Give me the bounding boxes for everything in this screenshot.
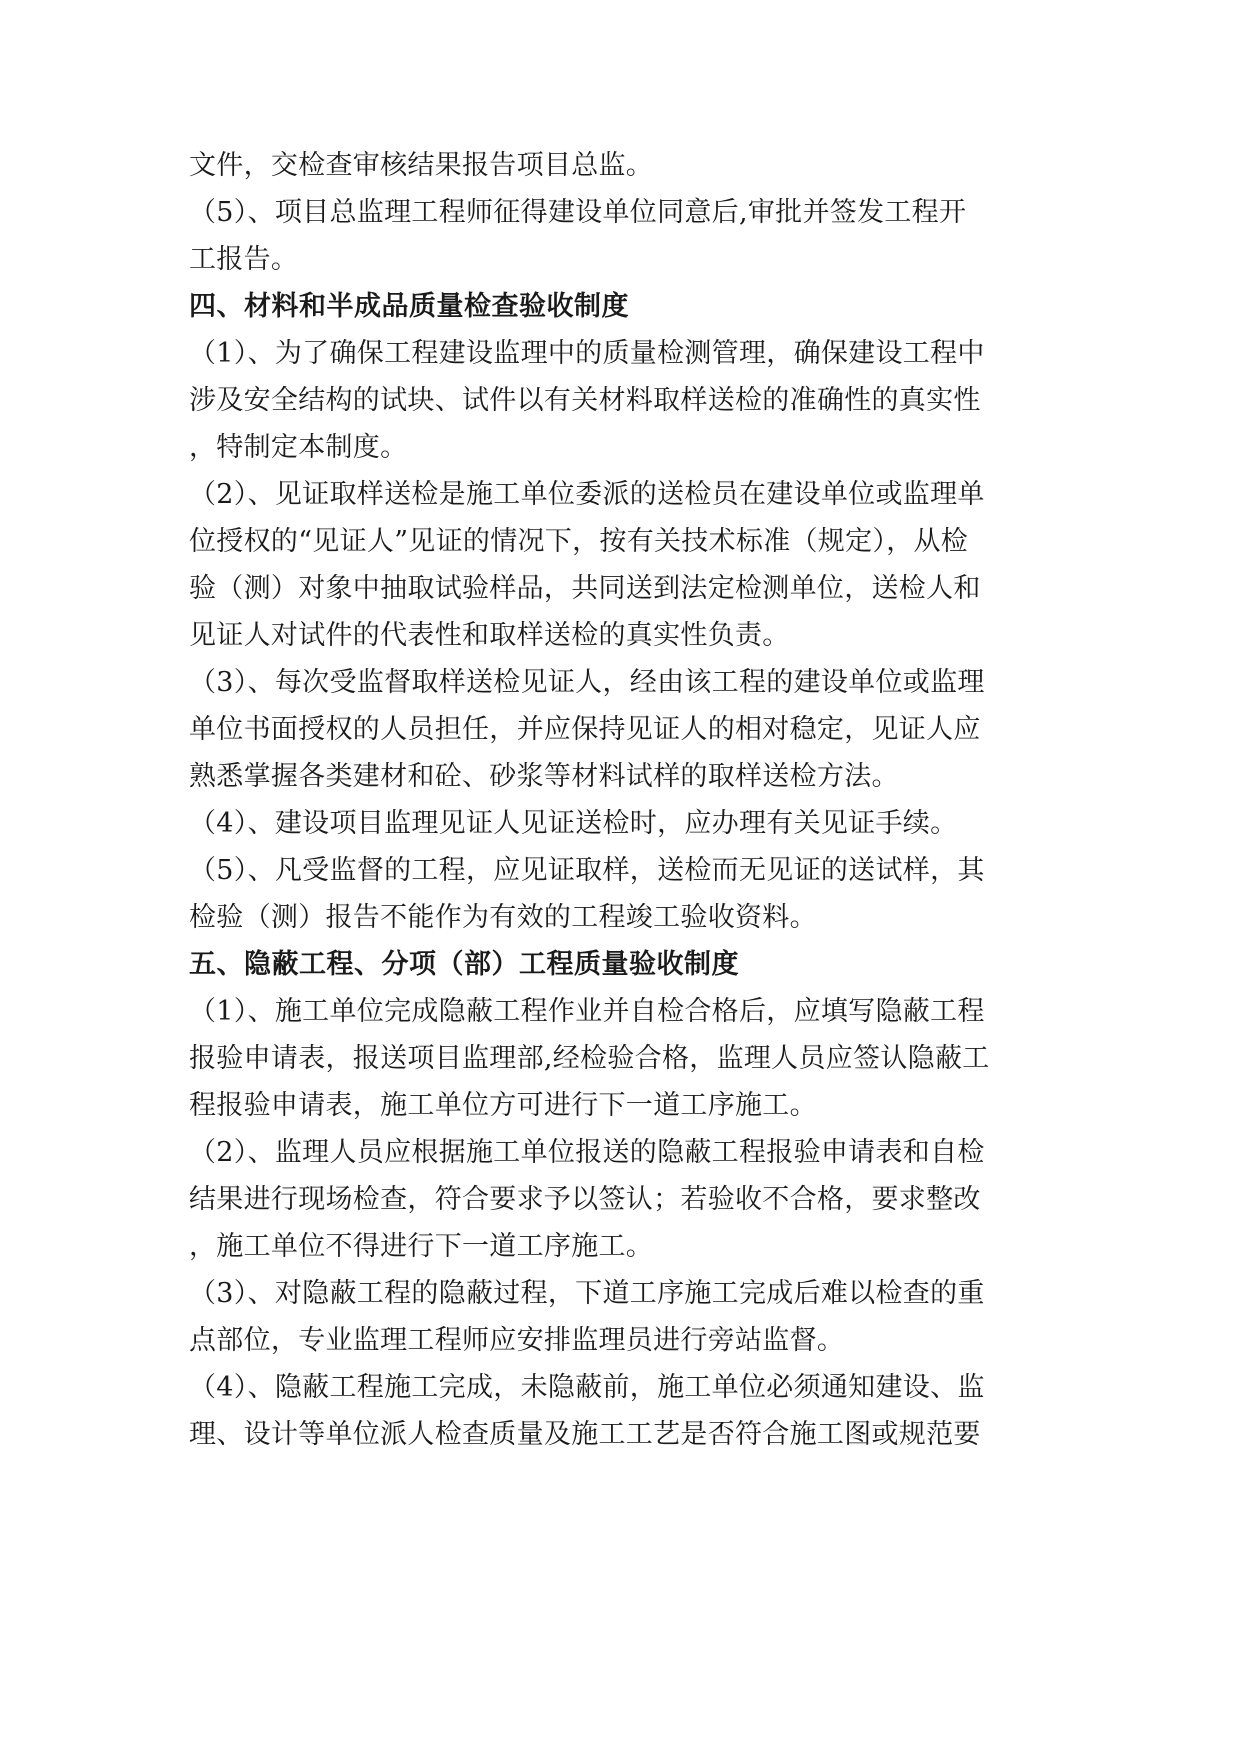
- text-line: ，特制定本制度。: [189, 432, 408, 463]
- text-line: 涉及安全结构的试块、试件以有关材料取样送检的准确性的真实性: [189, 385, 981, 416]
- text-line: 熟悉掌握各类建材和砼、砂浆等材料试样的取样送检方法。: [189, 761, 899, 792]
- text-line: 检验（测）报告不能作为有效的工程竣工验收资料。: [189, 902, 817, 933]
- text-line: 文件，交检查审核结果报告项目总监。: [189, 150, 654, 181]
- text-line: 理、设计等单位派人检查质量及施工工艺是否符合施工图或规范要: [189, 1419, 981, 1450]
- text-line: 见证人对试件的代表性和取样送检的真实性负责。: [189, 620, 790, 651]
- text-line: （1）、为了确保工程建设监理中的质量检测管理，确保建设工程中: [189, 338, 985, 369]
- text-line: 点部位，专业监理工程师应安排监理员进行旁站监督。: [189, 1325, 845, 1356]
- text-line: （1）、施工单位完成隐蔽工程作业并自检合格后，应填写隐蔽工程: [189, 996, 985, 1027]
- text-line: 验（测）对象中抽取试验样品，共同送到法定检测单位，送检人和: [189, 573, 981, 604]
- text-line: 单位书面授权的人员担任，并应保持见证人的相对稳定，见证人应: [189, 714, 981, 745]
- text-line: （4）、隐蔽工程施工完成，未隐蔽前，施工单位必须通知建设、监: [189, 1372, 985, 1403]
- text-line: ，施工单位不得进行下一道工序施工。: [189, 1231, 654, 1262]
- document-page: [189, 142, 1059, 1458]
- text-line: （5）、凡受监督的工程，应见证取样，送检而无见证的送试样，其: [189, 855, 985, 886]
- text-line: 报验申请表，报送项目监理部,经检验合格，监理人员应签认隐蔽工: [189, 1043, 990, 1074]
- text-line: 结果进行现场检查，符合要求予以签认；若验收不合格，要求整改: [189, 1184, 981, 1215]
- text-line: （4）、建设项目监理见证人见证送检时，应办理有关见证手续。: [189, 808, 958, 839]
- text-line: （2）、见证取样送检是施工单位委派的送检员在建设单位或监理单: [189, 479, 985, 510]
- section-heading: 四、材料和半成品质量检查验收制度: [189, 291, 629, 322]
- text-line: 工报告。: [189, 244, 299, 275]
- text-line: （5）、项目总监理工程师征得建设单位同意后,审批并签发工程开: [189, 197, 967, 228]
- section-heading: 五、隐蔽工程、分项（部）工程质量验收制度: [189, 949, 739, 980]
- text-line: 程报验申请表，施工单位方可进行下一道工序施工。: [189, 1090, 817, 1121]
- text-line: 位授权的“见证人”见证的情况下，按有关技术标准（规定），从检: [189, 526, 969, 557]
- text-line: （2）、监理人员应根据施工单位报送的隐蔽工程报验申请表和自检: [189, 1137, 985, 1168]
- text-line: （3）、每次受监督取样送检见证人，经由该工程的建设单位或监理: [189, 667, 985, 698]
- text-line: （3）、对隐蔽工程的隐蔽过程，下道工序施工完成后难以检查的重: [189, 1278, 985, 1309]
